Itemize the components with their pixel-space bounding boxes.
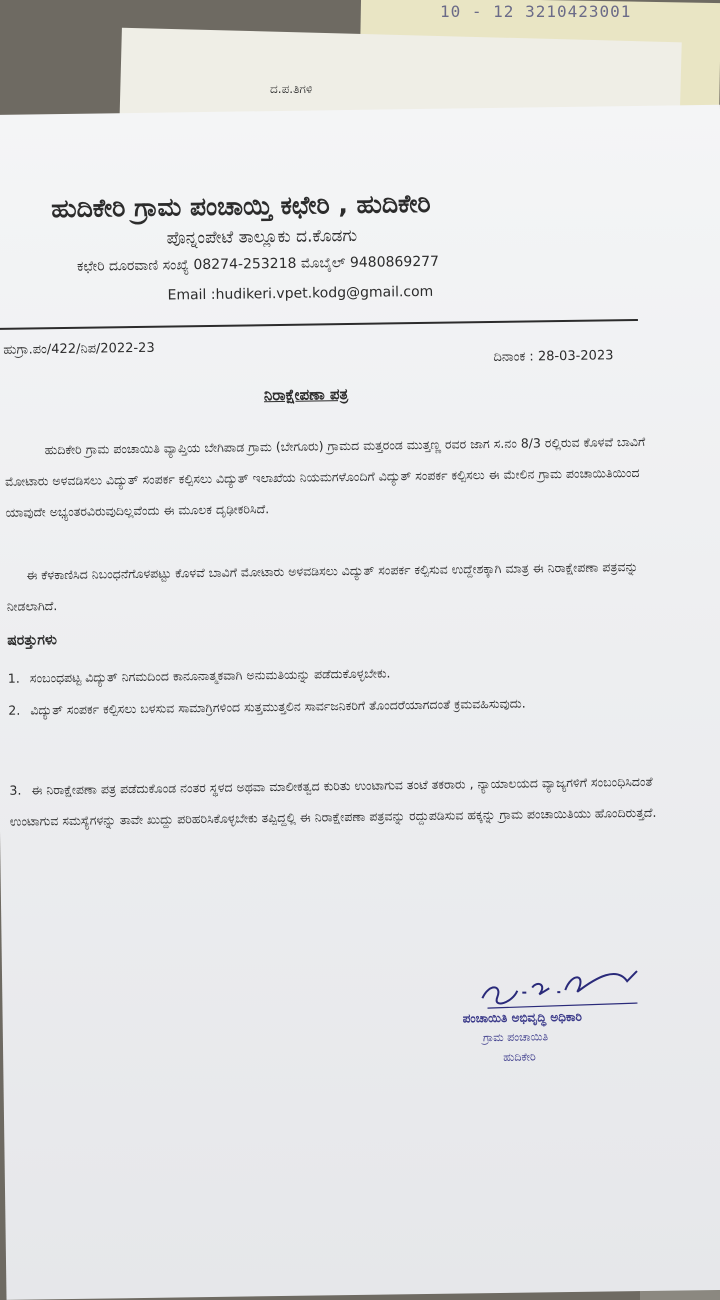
condition-number: 3. bbox=[9, 782, 22, 798]
background-paper-number: 10 - 12 3210423001 bbox=[440, 2, 632, 21]
condition-text: ವಿದ್ಯುತ್ ಸಂಪರ್ಕ ಕಲ್ಪಿಸಲು ಬಳಸುವ ಸಾಮಾಗ್ರಿಗಳಿಂದ ಸುತ್ತಮುತ್ತಲಿನ ಸಾರ್ವಜನಿಕರಿಗೆ ತೊಂದರೆಯಾಗದಂತೆ ಕ್ರಮವಹಿಸುವುದು. bbox=[30, 695, 526, 718]
signature-block bbox=[462, 961, 654, 1094]
letterhead-email: Email :hudikeri.vpet.kodg@gmail.com bbox=[167, 283, 434, 304]
stamp-place: ಹುದಿಕೇರಿ bbox=[503, 1050, 536, 1064]
reference-number: ಹುಗ್ರಾ.ಪಂ/422/ನಿಪ/2022-23 bbox=[3, 340, 155, 358]
background-paper-label: ದ.ಪ.ತಿಗಳಿ bbox=[270, 82, 313, 96]
condition-text: ಈ ನಿರಾಕ್ಷೇಪಣಾ ಪತ್ರ ಪಡೆದುಕೊಂಡ ನಂತರ ಸ್ಥಳದ ಅಥವಾ ಮಾಲೀಕತ್ವದ ಕುರಿತು ಉಂಟಾಗುವ ತಂಟೆ ತಕರಾರು , ನ್ಯಾಯಾಲಯದ ವ್ಯಾಜ್ಯಗಳಿಗೆ ಸಂಬಂಧಿಸಿದಂತೆ ಉಂಟಾಗುವ ಸಮಸ್ಯೆಗಳನ್ನು ತಾವೇ ಖುದ್ದು ಪರಿಹರಿಸಿಕೊಳ್ಳಬೇಕು ತಪ್ಪಿದ್ದಲ್ಲಿ ಈ ನಿರಾಕ್ಷೇಪಣಾ ಪತ್ರವನ್ನು ರದ್ದುಪಡಿಸುವ ಹಕ್ಕನ್ನು ಗ್ರಾಮ ಪಂಚಾಯಿತಿಯು ಹೊಂದಿರುತ್ತದೆ. bbox=[9, 773, 657, 829]
document-date: ದಿನಾಂಕ : 28-03-2023 bbox=[493, 348, 614, 365]
condition-number: 1. bbox=[7, 670, 20, 686]
condition-number: 2. bbox=[8, 702, 21, 718]
condition-text: ಸಂಬಂಧಪಟ್ಟ ವಿದ್ಯುತ್ ನಿಗಮದಿಂದ ಕಾನೂನಾತ್ಮಕವಾಗಿ ಅನುಮತಿಯನ್ನು ಪಡೆದುಕೊಳ್ಳಬೇಕು. bbox=[29, 665, 391, 686]
stamp-designation: ಪಂಚಾಯಿತಿ ಅಭಿವೃದ್ಧಿ ಅಧಿಕಾರಿ bbox=[462, 1009, 582, 1026]
letterhead-title: ಹುದಿಕೇರಿ ಗ್ರಾಮ ಪಂಚಾಯ್ತಿ ಕಛೇರಿ , ಹುದಿಕೇರಿ bbox=[51, 188, 431, 224]
body-paragraph-2: ಈ ಕೆಳಕಾಣಿಸಿದ ನಿಬಂಧನೆಗೊಳಪಟ್ಟು ಕೊಳವೆ ಬಾವಿಗೆ ಮೋಟಾರು ಅಳವಡಿಸಲು ವಿದ್ಯುತ್ ಸಂಪರ್ಕ ಕಲ್ಪಿಸುವ ಉದ್ದೇಶಕ್ಕಾಗಿ ಮಾತ್ರ ಈ ನಿರಾಕ್ಷೇಪಣಾ ಪತ್ರವನ್ನು ನೀಡಲಾಗಿದೆ. bbox=[6, 558, 639, 614]
document-page bbox=[0, 105, 720, 1300]
letterhead-subtitle: ಪೊನ್ನಂಪೇಟೆ ತಾಲ್ಲೂಕು ದ.ಕೊಡಗು bbox=[166, 225, 358, 249]
header-divider bbox=[0, 319, 638, 330]
body-paragraph-1: ಹುದಿಕೇರಿ ಗ್ರಾಮ ಪಂಚಾಯಿತಿ ವ್ಯಾಪ್ತಿಯ ಬೇಗಿಪಾಡ ಗ್ರಾಮ (ಬೇಗೂರು) ಗ್ರಾಮದ ಮತ್ತರಂಡ ಮುತ್ತಣ್ಣ ರವರ ಜಾಗ ಸ.ನಂ 8/3 ರಲ್ಲಿರುವ ಕೊಳವೆ ಬಾವಿಗೆ ಮೋಟಾರು ಅಳವಡಿಸಲು ವಿದ್ಯುತ್ ಸಂಪರ್ಕ ಕಲ್ಪಿಸಲು ವಿದ್ಯುತ್ ಇಲಾಖೆಯ ನಿಯಮಗಳೊಂದಿಗೆ ವಿದ್ಯುತ್ ಸಂಪರ್ಕ ಕಲ್ಪಿಸಲು ಈ ಮೇಲಿನ ಗ್ರಾಮ ಪಂಚಾಯಿತಿಯಿಂದ ಯಾವುದೇ ಅಭ್ಯಂತರವಿರುವುದಿಲ್ಲವೆಂದು ಈ ಮೂಲಕ ದೃಢೀಕರಿಸಿದೆ. bbox=[5, 433, 646, 520]
letterhead-phone: ಕಛೇರಿ ದೂರವಾಣಿ ಸಂಖ್ಯೆ 08274-253218 ಮೊಬೈಲ್ 9480869277 bbox=[77, 253, 440, 275]
conditions-heading: ಷರತ್ತುಗಳು bbox=[7, 632, 58, 649]
document-subject: ನಿರಾಕ್ಷೇಪಣಾ ಪತ್ರ bbox=[263, 385, 349, 405]
condition-item bbox=[9, 766, 670, 837]
stamp-office: ಗ್ರಾಮ ಪಂಚಾಯಿತಿ bbox=[482, 1030, 549, 1045]
